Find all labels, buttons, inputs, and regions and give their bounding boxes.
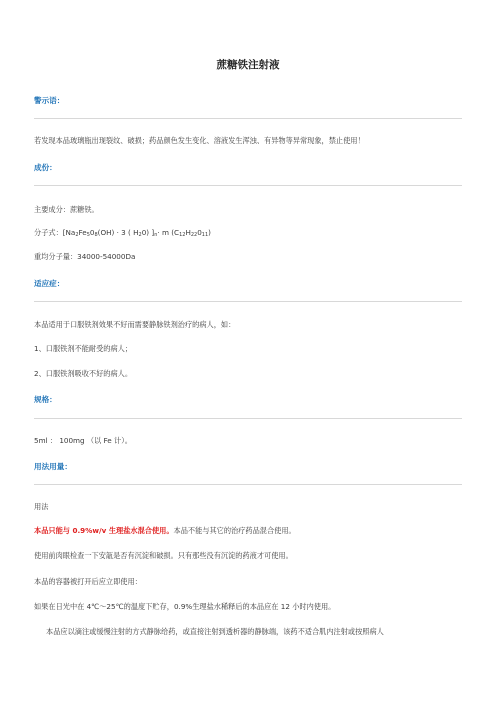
section-divider [34, 301, 462, 302]
main-ingredient: 主要成分：蔗糖铁。 [34, 205, 99, 214]
spec-text: 5ml ： 100mg （以 Fe 计）。 [34, 436, 132, 445]
section-divider [34, 118, 462, 119]
ingredients-heading: 成份： [34, 163, 57, 172]
storage-instruction: 如果在日光中在 4℃～25℃的温度下贮存，0.9%生理盐水稀释后的本品应在 12 小时内使用。 [34, 602, 336, 611]
molecular-formula: 分子式：[$Na_2Fe_50_8(OH) \cdot 3$ ( $H_20$) ]$_n\cdot m$ $(C_{12}H_{22}0_{11})$ [34, 228, 211, 238]
usage-label: 用法 [34, 502, 49, 511]
spec-heading: 规格： [34, 395, 57, 404]
administration-instruction: 本品应以滴注或缓慢注射的方式静脉给药，或直接注射到透析器的静脉端，该药不适合肌内注射或按照病人 [46, 627, 384, 636]
document-title: 蔗糖铁注射液 [216, 59, 280, 71]
molecular-weight: 重均分子量：34000-54000Da [34, 252, 136, 261]
indication-item: 2、口服铁剂吸收不好的病人。 [34, 369, 133, 378]
section-divider [34, 185, 462, 186]
warning-text: 若发现本品玻璃瓶出现裂纹、破损；药品颜色发生变化、溶液发生浑浊、有异物等异常现象，禁止使用！ [34, 136, 365, 145]
opening-instruction: 本品的容器被打开后应立即使用： [34, 577, 142, 586]
indications-heading: 适应症： [34, 279, 65, 288]
indication-item: 1、口服铁剂不能耐受的病人； [34, 344, 133, 353]
dilution-instruction: 本品只能与 0.9%w/v 生理盐水混合使用。本品不能与其它的治疗药品混合使用。 [34, 526, 296, 535]
warning-heading: 警示语： [34, 96, 65, 105]
section-divider [34, 418, 462, 419]
inspection-instruction: 使用前肉眼检查一下安瓿是否有沉淀和破损。只有那些没有沉淀的药液才可使用。 [34, 551, 293, 560]
dosage-heading: 用法用量： [34, 462, 72, 471]
section-divider [34, 484, 462, 485]
indications-intro: 本品适用于口服铁剂效果不好而需要静脉铁剂治疗的病人，如： [34, 320, 236, 329]
dilution-warning: 本品只能与 0.9%w/v 生理盐水混合使用。 [34, 526, 174, 535]
